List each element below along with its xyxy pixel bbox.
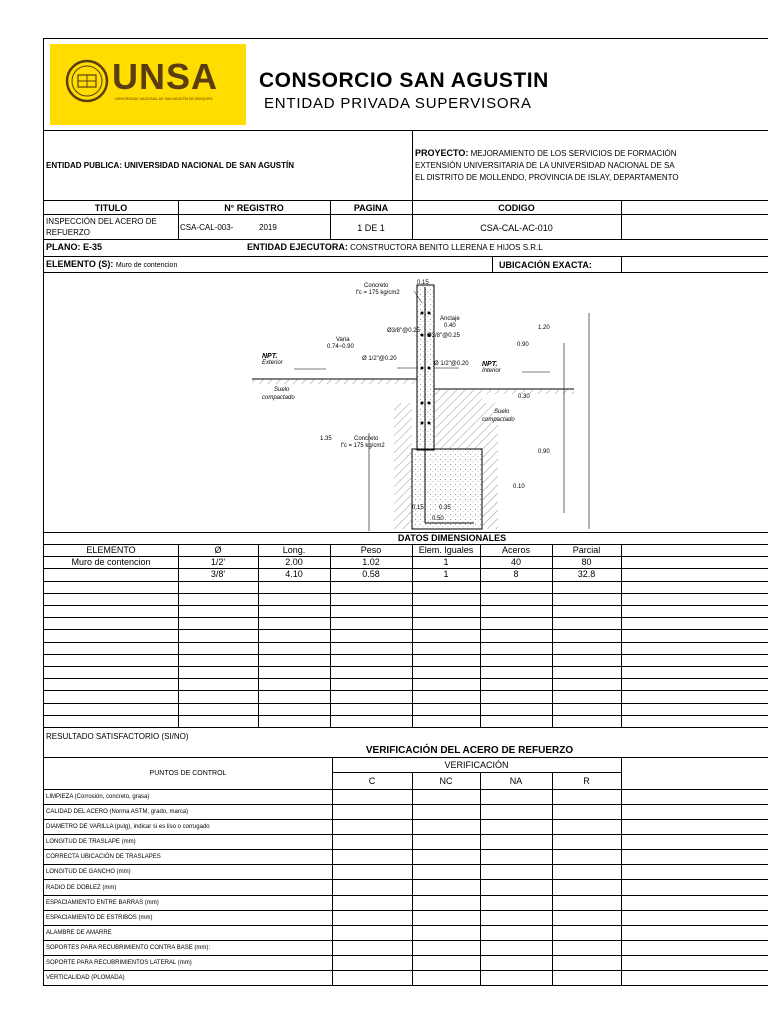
control-point-item: LIMPIEZA (Corrosión, concreto, grasa) (46, 794, 150, 801)
suelo-left-sub: compactado (262, 395, 295, 401)
verificacion-title: VERIFICACIÓN DEL ACERO DE REFUERZO (365, 745, 574, 756)
npt-interior-label: NPT. (482, 361, 498, 368)
wall-section-svg (234, 273, 614, 531)
npt-interior-sub: Interior (482, 368, 501, 374)
retaining-wall-drawing (234, 273, 614, 531)
viga-label: Varia (336, 337, 350, 343)
proyecto-label: PROYECTO: (415, 148, 469, 158)
verif-col-c: C (368, 776, 376, 786)
logo-subtext: UNIVERSIDAD NACIONAL DE SAN AGUSTÍN DE AREQUIPA (115, 97, 213, 101)
verif-col-nc: NC (439, 776, 453, 786)
concreto-top-label: Concreto (364, 283, 389, 289)
concreto-bottom-label: Concreto (354, 436, 379, 442)
control-point-item: ESPACIAMIENTO ENTRE BARRAS (mm) (46, 899, 159, 906)
datos-cell: 40 (510, 557, 521, 568)
dim-010: 0.10 (513, 484, 525, 490)
datos-cell: 4.10 (285, 569, 303, 580)
datos-cell: 1/2' (210, 557, 226, 568)
datos-cell: 1 (443, 569, 449, 580)
datos-cell: 2.00 (285, 557, 303, 568)
dim-090-upper: 0.90 (517, 342, 529, 348)
fc-bottom-label: f'c = 175 kg/cm2 (341, 443, 385, 449)
anclaje-value: 0.40 (444, 323, 456, 329)
header-pagina: PAGINA (353, 203, 389, 213)
datos-cell: 1.02 (362, 557, 380, 568)
dim-030: 0.30 (518, 394, 530, 400)
company-name: CONSORCIO SAN AGUSTIN (259, 69, 549, 92)
bar-38-right: Ø3/8"@0.25 (427, 333, 460, 339)
datos-title: DATOS DIMENSIONALES (397, 533, 507, 543)
datos-cell: 1 (443, 557, 449, 568)
dim-035: 0.35 (439, 505, 451, 511)
datos-header-2: Long. (282, 545, 306, 555)
control-point-item: SOPORTE PARA RECUBRIMIENTOS LATERAL (mm) (46, 959, 192, 966)
pagina-value: 1 DE 1 (357, 223, 385, 233)
datos-cell: Muro de contencion (71, 557, 151, 568)
control-point-item: CORRECTA UBICACIÓN DE TRASLAPES (46, 854, 161, 861)
resultado-label: RESULTADO SATISFACTORIO (SI/NO) (46, 732, 189, 741)
puntos-control-label: PUNTOS DE CONTROL (149, 770, 227, 777)
dim-015-top: 0.15 (417, 280, 429, 286)
titulo-value: INSPECCIÓN DEL ACERO DE REFUERZO (46, 217, 157, 237)
bar-12-right: Ø 1/2"@0.20 (434, 361, 469, 367)
npt-exterior-sub: Exterior (262, 360, 283, 366)
suelo-left-label: Suelo (274, 387, 290, 393)
logo-text: UNSA (112, 56, 219, 97)
ubicacion-label: UBICACIÓN EXACTA: (499, 260, 592, 270)
datos-header-1: Ø (214, 545, 222, 555)
dim-120: 1.20 (538, 325, 550, 331)
datos-header-5: Aceros (501, 545, 530, 555)
verif-col-na: NA (509, 776, 523, 786)
datos-header-6: Parcial (572, 545, 601, 555)
datos-header-3: Peso (360, 545, 382, 555)
dim-135: 1.35 (320, 436, 332, 442)
header-titulo: TITULO (94, 203, 128, 213)
control-point-item: DIAMETRO DE VARILLA (pulg), indicar si es liso o corrugado (46, 824, 210, 831)
proyecto-line2: EXTENSIÓN UNIVERSITARIA DE LA UNIVERSIDAD NACIONAL DE SA (415, 161, 675, 170)
fc-top-label: f'c = 175 kg/cm2 (356, 290, 400, 296)
codigo-value: CSA-CAL-AC-010 (480, 223, 553, 233)
proyecto-line3: EL DISTRITO DE MOLLENDO, PROVINCIA DE ISLAY, DEPARTAMENTO (415, 173, 679, 182)
bar-38-left: Ø3/8"@0.25 (387, 328, 420, 334)
anclaje-label: Anclaje (440, 316, 460, 322)
header-codigo: CODIGO (498, 203, 535, 213)
datos-cell: 8 (513, 569, 519, 580)
viga-range: 0.74~0.90 (327, 344, 354, 350)
datos-cell: 0.58 (362, 569, 380, 580)
elemento-row (46, 259, 177, 269)
proyecto-block (415, 147, 679, 184)
datos-cell: 80 (581, 557, 592, 568)
control-point-item: SOPORTES PARA RECUBRIMIENTO CONTRA BASE (mm): (46, 944, 211, 951)
dim-015-bottom: 0.15 (412, 505, 424, 511)
dim-050: 0.50 (432, 516, 444, 522)
control-point-item: ESPACIAMIENTO DE ESTRIBOS (mm) (46, 914, 153, 921)
header-registro: N° REGISTRO (224, 203, 284, 213)
entidad-ejecutora-value: CONSTRUCTORA BENITO LLERENA E HIJOS S.R.L (350, 243, 543, 252)
inspection-sheet (43, 38, 768, 986)
proyecto-line1: MEJORAMIENTO DE LOS SERVICIOS DE FORMACIÓN (470, 149, 677, 158)
dim-090-lower: 0.90 (538, 449, 550, 455)
elemento-value: Muro de contencion (115, 262, 178, 269)
verificacion-sublabel: VERIFICACIÓN (444, 760, 509, 770)
control-point-item: LONGITUD DE GANCHO (mm) (46, 869, 131, 876)
datos-cell: 32.8 (577, 569, 596, 580)
control-point-item: ALAMBRE DE AMARRE (46, 929, 112, 936)
control-point-item: LONGITUD DE TRASLAPE (mm) (46, 839, 136, 846)
npt-exterior-label: NPT. (262, 353, 278, 360)
datos-header-0: ELEMENTO (86, 545, 136, 555)
registro-year: 2019 (259, 223, 277, 232)
control-point-item: RADIO DE DOBLEZ (mm) (46, 884, 117, 891)
suelo-right-label: Suelo (494, 409, 510, 415)
control-point-item: CALIDAD DEL ACERO (Norma ASTM, grado, marca) (46, 809, 189, 816)
company-subtitle: ENTIDAD PRIVADA SUPERVISORA (264, 95, 532, 112)
entidad-ejecutora (247, 242, 543, 252)
registro-value: CSA-CAL-003- (180, 223, 234, 232)
plano-value: PLANO: E-35 (46, 242, 103, 252)
datos-header-4: Elem. Iguales (418, 545, 474, 555)
entidad-ejecutora-label: ENTIDAD EJECUTORA: (247, 242, 348, 252)
control-point-item: VERTICALIDAD (PLOMADA) (46, 975, 125, 981)
elemento-label: ELEMENTO (S): (46, 259, 114, 269)
datos-cell: 3/8' (210, 569, 226, 580)
bar-12-left: Ø 1/2"@0.20 (362, 356, 397, 362)
verif-col-r: R (583, 776, 590, 786)
entidad-publica: ENTIDAD PUBLICA: UNIVERSIDAD NACIONAL DE SAN AGUSTÍN (46, 161, 295, 170)
suelo-right-sub: compactado (482, 417, 515, 423)
